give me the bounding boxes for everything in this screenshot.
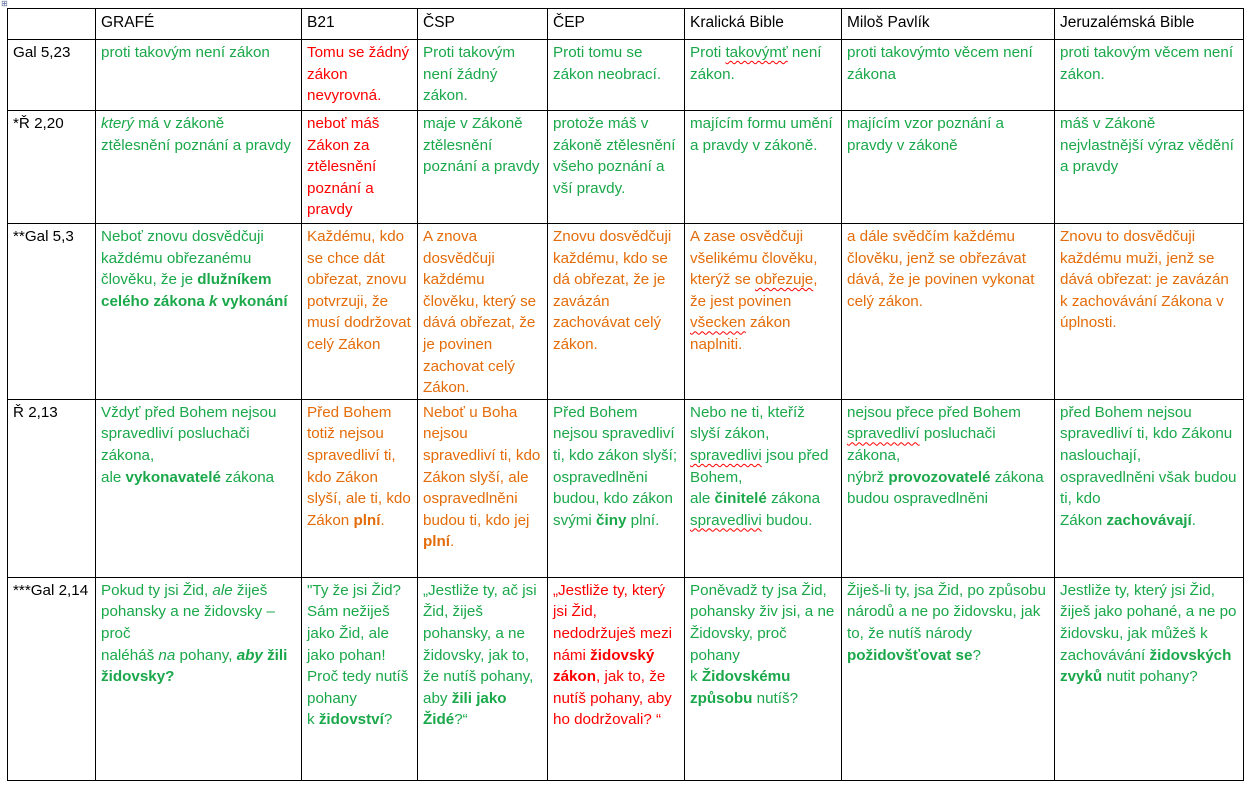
header-pavlik: Miloš Pavlík	[842, 9, 1055, 40]
cell-jeruzalemska	[1055, 399, 1244, 577]
text-segment: činitelé	[714, 490, 767, 508]
table-row	[8, 111, 1244, 224]
text-segment: ?“	[454, 711, 468, 729]
text-segment: .	[1191, 511, 1196, 529]
misspelled-word[interactable]: takovýmť	[725, 44, 788, 61]
cell-kralicka	[685, 224, 842, 400]
cell-kralicka	[685, 40, 842, 111]
text-segment: vykonání	[217, 292, 288, 310]
table-row	[8, 224, 1244, 400]
text-segment: pohany,	[175, 646, 237, 664]
verse-reference: Gal 5,23	[8, 40, 96, 111]
cell-b21	[302, 399, 418, 577]
text-segment: jsou před Bohem,	[690, 446, 829, 486]
cell-b21: neboť máš Zákon za ztělesnění poznání a pravdy	[302, 111, 418, 224]
verse-reference: *Ř 2,20	[8, 111, 96, 224]
text-segment: provozovatelé	[888, 468, 991, 486]
text-segment: , jak to, že nutíš pohany, aby ho dodržovali? “	[553, 668, 672, 729]
cell-jeruzalemska: Znovu to dosvědčuji každému muži, jenž se dává obřezat: je zavázán k zachovávání Zákona v úplnosti.	[1055, 224, 1244, 400]
misspelled-word[interactable]: obřezuje	[755, 271, 814, 289]
text-segment: Poněvadž ty jsa Žid, pohansky živ jsi, a ne Židovsky, proč pohany	[690, 581, 835, 664]
misspelled-word[interactable]: spravedlivi	[690, 446, 762, 464]
text-segment: Před Bohem nejsou spravedliví ti, kdo zákon slyší; ospravedlněni budou, kdo zákon svými	[553, 403, 678, 529]
text-segment: k	[209, 292, 218, 310]
cell-csp	[418, 399, 548, 577]
text-segment: .	[450, 533, 455, 551]
text-segment: Zákon	[307, 511, 354, 529]
cell-cep	[548, 399, 685, 577]
header-csp: ČSP	[418, 9, 548, 40]
cell-cep: Znovu dosvědčuji každému, kdo se dá obřezat, že je zavázán zachovávat celý zákon.	[548, 224, 685, 400]
text-segment: ale	[212, 581, 233, 599]
text-segment: plní	[423, 533, 450, 551]
cell-grafe	[96, 577, 302, 780]
cell-pavlik	[842, 399, 1055, 577]
text-segment: má v zákoně ztělesnění poznání a pravdy	[101, 115, 291, 154]
header-grafe: GRAFÉ	[96, 9, 302, 40]
cell-kralicka	[685, 399, 842, 577]
text-segment: žili jako Židé	[423, 689, 507, 729]
text-segment: „Jestliže ty, který jsi Žid, nedodržuješ mezi	[553, 581, 673, 642]
table-anchor-icon[interactable]: ⊞	[1, 0, 8, 8]
text-segment: židovských zvyků	[1060, 646, 1232, 686]
cell-pavlik	[842, 577, 1055, 780]
table-row	[8, 577, 1244, 780]
cell-jeruzalemska: máš v Zákoně nejvlastnější výraz vědění a pravdy	[1055, 111, 1244, 224]
text-segment: plní.	[626, 511, 660, 529]
text-segment: Vždyť před Bohem nejsou spravedliví posluchači zákona,	[101, 403, 277, 464]
text-segment: žiješ pohansky a ne židovsky – proč	[101, 581, 275, 642]
cell-b21	[302, 577, 418, 780]
cell-kralicka: majícím formu umění a pravdy v zákoně.	[685, 111, 842, 224]
text-segment: posluchači zákona,	[847, 425, 996, 464]
header-row	[8, 9, 1244, 40]
cell-cep: protože máš v zákoně ztělesnění všeho poznání a vší pravdy.	[548, 111, 685, 224]
text-segment: Pokud ty jsi Žid,	[101, 581, 213, 599]
text-segment: ?	[972, 646, 981, 664]
header-kralicka: Kralická Bible	[685, 9, 842, 40]
text-segment: před Bohem nejsou spravedliví ti, kdo Zákonu naslouchají, ospravedlněni však budou ti, kdo	[1060, 403, 1237, 508]
text-segment: zákona	[766, 490, 821, 508]
text-segment: nutíš?	[752, 689, 799, 707]
text-segment: Neboť u Boha nejsou spravedliví ti, kdo Zákon slyší, ale ospravedlněni budou ti, kdo jej	[423, 403, 541, 529]
text-segment: není zákon.	[690, 44, 822, 83]
misspelled-word[interactable]: všecken	[690, 314, 746, 332]
text-segment: k	[690, 668, 702, 686]
header-jeruzalemska: Jeruzalémská Bible	[1055, 9, 1244, 40]
cell-csp: A znova dosvědčuji každému člověku, který se dává obřezat, že je povinen zachovat celý Zákon.	[418, 224, 548, 400]
cell-b21: Každému, kdo se chce dát obřezat, znovu potvrzuji, že musí dodržovat celý Zákon	[302, 224, 418, 400]
text-segment: požidovšťovat se	[847, 646, 973, 664]
text-segment: Žiješ-li ty, jsa Žid, po způsobu národů a ne po židovsku, jak to, že nutíš národy	[847, 581, 1046, 642]
header-b21: B21	[302, 9, 418, 40]
text-segment: židovsky?	[101, 668, 175, 686]
text-segment: ale	[101, 468, 126, 486]
cell-csp: Proti takovým není žádný zákon.	[418, 40, 548, 111]
text-segment: zákona budou ospravedlněni	[847, 468, 1044, 508]
text-segment: „Jestliže ty, ač jsi Žid, žiješ pohansky, a ne židovsky, jak to, že nutíš pohany, aby	[423, 581, 537, 707]
bible-translation-comparison-table	[7, 8, 1244, 781]
text-segment: k	[307, 711, 319, 729]
text-segment: židovský zákon	[553, 646, 655, 686]
text-segment: budou.	[761, 511, 813, 529]
header-cell-empty	[8, 9, 96, 40]
text-segment: aby	[236, 646, 263, 664]
cell-csp: maje v Zákoně ztělesnění poznání a pravdy	[418, 111, 548, 224]
text-segment: nutit pohany?	[1102, 668, 1198, 686]
text-segment: zachovávají	[1106, 511, 1192, 529]
text-segment: Zákon	[1060, 511, 1107, 529]
cell-pavlik: majícím vzor poznání a pravdy v zákoně	[842, 111, 1055, 224]
text-segment: na	[158, 646, 176, 664]
cell-grafe	[96, 111, 302, 224]
misspelled-word[interactable]: spravedlivi	[690, 511, 762, 529]
cell-jeruzalemska	[1055, 577, 1244, 780]
text-segment: který	[101, 115, 134, 132]
text-segment: Proti	[690, 44, 726, 61]
text-segment: žili	[262, 646, 288, 664]
text-segment: Před Bohem totiž nejsou spravedliví ti, kdo Zákon slyší, ale ti, kdo	[307, 403, 411, 508]
text-segment: zákona	[220, 468, 275, 486]
table-row	[8, 399, 1244, 577]
verse-reference: **Gal 5,3	[8, 224, 96, 400]
cell-pavlik: a dále svědčím každému člověku, jenž se obřezávat dává, že je povinen vykonat celý zákon.	[842, 224, 1055, 400]
text-segment: činy	[596, 511, 627, 529]
text-segment: nejsou přece před Bohem	[847, 403, 1021, 421]
text-segment: plní	[353, 511, 381, 529]
cell-grafe: proti takovým není zákon	[96, 40, 302, 111]
table-row	[8, 40, 1244, 111]
text-segment: židovství	[318, 711, 384, 729]
text-segment: vykonavatelé	[125, 468, 221, 486]
text-segment: námi	[553, 646, 591, 664]
verse-reference: ***Gal 2,14	[8, 577, 96, 780]
text-segment: A zase osvědčuji všelikému člověku, kterýž se	[690, 228, 818, 289]
header-cep: ČEP	[548, 9, 685, 40]
misspelled-word[interactable]: spravedliví	[847, 425, 920, 443]
cell-kralicka	[685, 577, 842, 780]
text-segment: naléháš	[101, 646, 159, 664]
cell-grafe	[96, 399, 302, 577]
cell-cep: Proti tomu se zákon neobrací.	[548, 40, 685, 111]
text-segment: ale	[690, 490, 715, 508]
text-segment: "Ty že jsi Žid? Sám nežiješ jako Žid, ale jako pohan! Proč tedy nutíš pohany	[307, 581, 409, 707]
cell-b21: Tomu se žádný zákon nevyrovná.	[302, 40, 418, 111]
text-segment: nýbrž	[847, 468, 889, 486]
text-segment: Nebo ne ti, kteříž slyší zákon,	[690, 403, 805, 443]
text-segment: .	[380, 511, 385, 529]
cell-csp	[418, 577, 548, 780]
text-segment: dlužníkem celého zákona	[101, 271, 272, 310]
text-segment: Jestliže ty, který jsi Žid, žiješ jako pohané, a ne po židovsku, jak můžeš k zachovávání	[1060, 581, 1237, 664]
text-segment: Židovskému způsobu	[690, 668, 791, 707]
text-segment: zákon naplniti.	[690, 314, 791, 353]
cell-cep	[548, 577, 685, 780]
cell-pavlik: proti takovýmto věcem není zákona	[842, 40, 1055, 111]
cell-jeruzalemska: proti takovým věcem není zákon.	[1055, 40, 1244, 111]
text-segment: Neboť znovu dosvědčuji každému obřezanému člověku, že je	[101, 228, 264, 289]
text-segment: ?	[383, 711, 393, 729]
cell-grafe	[96, 224, 302, 400]
text-segment: , že jest povinen	[690, 271, 818, 310]
verse-reference: Ř 2,13	[8, 399, 96, 577]
